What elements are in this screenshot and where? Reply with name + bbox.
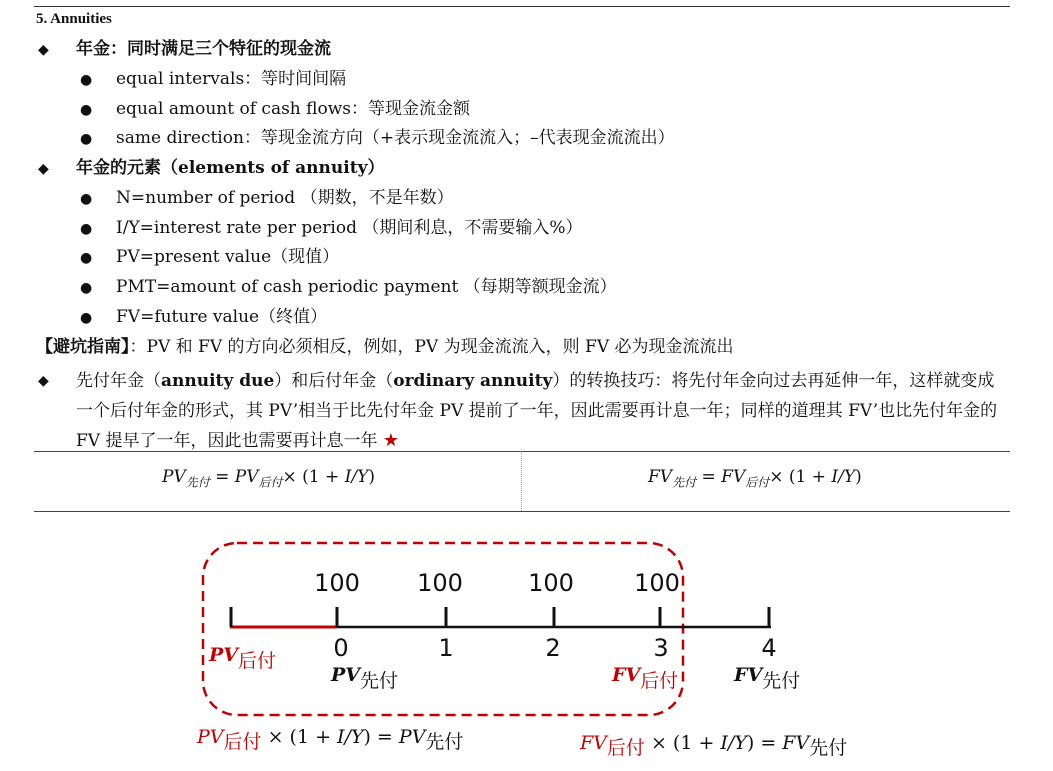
period-label: 4 (761, 634, 777, 662)
dot-bullet-icon: ● (80, 250, 93, 266)
fv-conversion-formula: FV后付 × (1 + I/Y) = FV先付 (580, 732, 848, 759)
tip-label: 【避坑指南】 (36, 337, 130, 357)
dot-bullet-icon: ● (80, 310, 93, 326)
pv-ordinary-label: PV后付 (209, 644, 277, 672)
pv-conversion-formula: PV后付 × (1 + I/Y) = PV先付 (197, 726, 464, 753)
payment-label: 100 (417, 569, 463, 597)
bullet-text: PV=present value（现值） (116, 247, 340, 267)
diamond-bullet-icon: ◆ (38, 42, 49, 58)
bullet-text: PMT=amount of cash periodic payment （每期等额现金流） (116, 277, 617, 297)
dot-bullet-icon: ● (80, 72, 93, 88)
fv-due-label: FV先付 (734, 664, 801, 692)
pv-due-label: PV先付 (331, 664, 399, 692)
bullet-text: same direction：等现金流方向（+表示现金流流入；–代表现金流流出） (116, 128, 675, 148)
fv-due-formula: $FV_{先付} = FV_{后付}\times (1 + I/Y)$ (648, 467, 862, 490)
diamond-bullet-icon: ◆ (38, 373, 49, 389)
tip-text: ：PV 和 FV 的方向必须相反，例如，PV 为现金流流入，则 FV 必为现金流流出 (129, 337, 734, 357)
period-label: 1 (438, 634, 454, 662)
annuity-due-term: annuity due (161, 371, 275, 391)
fv-ordinary-label: FV后付 (612, 664, 679, 692)
bullet-text: FV=future value（终值） (116, 307, 328, 327)
bullet-text: I/Y=interest rate per period （期间利息，不需要输入%） (116, 218, 583, 238)
dot-bullet-icon: ● (80, 131, 93, 147)
payment-label: 100 (314, 569, 360, 597)
dot-bullet-icon: ● (80, 102, 93, 118)
section-title: 5. Annuities (36, 11, 112, 27)
pv-due-formula: $PV_{先付} = PV_{后付}\times (1 + I/Y)$ (162, 467, 375, 490)
dot-bullet-icon: ● (80, 191, 93, 207)
payment-label: 100 (528, 569, 574, 597)
dot-bullet-icon: ● (80, 280, 93, 296)
bullet-text: 年金：同时满足三个特征的现金流 (76, 39, 331, 59)
star-icon: ★ (382, 430, 400, 451)
diamond-bullet-icon: ◆ (38, 161, 49, 177)
bullet-text: equal intervals：等时间间隔 (116, 69, 347, 89)
conversion-text: 先付年金（annuity due）和后付年金（ordinary annuity）的转换技巧：将先付年金向过去再延伸一年，这样就变成一个后付年金的形式，其 PV’相当于比先付年金 PV 提前了一年，因此需要再计息一年；同样的道理其 FV’也比先付年金的 FV 提早了一年，因此也需要再计息一年 ★ (76, 371, 998, 451)
period-label: 0 (333, 634, 349, 662)
bullet-text: equal amount of cash flows：等现金流金额 (116, 99, 471, 119)
bullet-text: N=number of period （期数，不是年数） (116, 188, 454, 208)
period-label: 3 (653, 634, 669, 662)
bullet-text: 年金的元素（elements of annuity） (76, 158, 385, 178)
payment-label: 100 (634, 569, 680, 597)
dot-bullet-icon: ● (80, 221, 93, 237)
period-label: 2 (545, 634, 561, 662)
ordinary-annuity-term: ordinary annuity (393, 371, 553, 391)
